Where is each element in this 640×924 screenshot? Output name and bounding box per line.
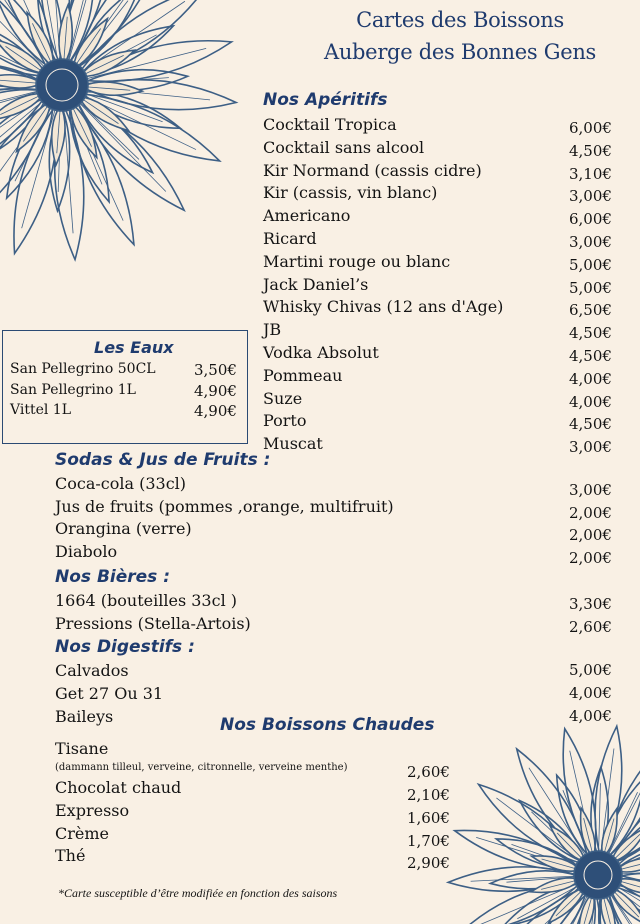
flower-decoration-bottom-right-icon: [420, 715, 640, 924]
aperitif-item-price: 3,10€: [569, 164, 612, 183]
chaude-item-price: 2,90€: [407, 854, 450, 873]
biere-item-name: Pressions (Stella-Artois): [55, 613, 251, 633]
eau-item-name: San Pellegrino 50CL: [10, 361, 156, 377]
bieres-heading: Nos Bières :: [55, 567, 171, 587]
chaude-item-name: Thé: [55, 846, 86, 866]
soda-item-name: Orangina (verre): [55, 519, 192, 538]
aperitif-item-name: Pommeau: [263, 365, 343, 385]
eau-item-price: 4,90€: [194, 381, 237, 400]
aperitif-item-price: 3,00€: [569, 187, 612, 206]
aperitifs-heading: Nos Apéritifs: [263, 90, 388, 110]
soda-item-price: 2,00€: [569, 526, 612, 544]
menu-title: Cartes des Boissons: [356, 8, 564, 32]
digestif-item-price: 5,00€: [569, 661, 612, 679]
aperitif-item-price: 5,00€: [569, 255, 612, 274]
aperitif-item-name: Ricard: [263, 229, 317, 248]
eaux-heading: Les Eaux: [94, 338, 174, 357]
aperitif-item-name: Jack Daniel’s: [263, 274, 369, 294]
digestif-item-name: Calvados: [55, 661, 129, 680]
eau-item-price: 3,50€: [194, 361, 237, 379]
digestif-item-name: Baileys: [55, 707, 114, 726]
aperitif-item-name: Kir Normand (cassis cidre): [263, 160, 482, 180]
aperitif-item-name: Whisky Chivas (12 ans d'Age): [263, 297, 504, 317]
biere-item-price: 2,60€: [569, 617, 612, 636]
eau-item-name: Vittel 1L: [10, 402, 72, 418]
soda-item-name: Coca-cola (33cl): [55, 474, 187, 493]
aperitif-item-name: Vodka Absolut: [263, 343, 379, 362]
chaude-item-name: Crème: [55, 823, 109, 843]
tisane-price: 2,60€: [407, 763, 450, 781]
tisane-name: Tisane: [55, 739, 109, 758]
aperitif-item-price: 6,50€: [569, 301, 612, 320]
aperitif-item-name: Muscat: [263, 434, 323, 454]
biere-item-name: 1664 (bouteilles 33cl ): [55, 591, 238, 610]
soda-item-price: 2,00€: [569, 548, 612, 567]
digestif-item-price: 4,00€: [569, 707, 612, 725]
aperitif-item-name: Porto: [263, 411, 307, 431]
aperitif-item-name: Suze: [263, 388, 303, 408]
chaudes-heading: Nos Boissons Chaudes: [220, 715, 435, 735]
digestifs-heading: Nos Digestifs :: [55, 637, 195, 657]
aperitif-item-name: JB: [263, 320, 282, 340]
aperitif-item-price: 5,00€: [569, 278, 612, 297]
digestif-item-name: Get 27 Ou 31: [55, 684, 164, 703]
aperitif-item-price: 3,00€: [569, 438, 612, 457]
soda-item-name: Jus de fruits (pommes ,orange, multifruit): [55, 496, 394, 516]
aperitif-item-price: 4,50€: [569, 347, 612, 365]
chaude-item-price: 2,10€: [407, 786, 450, 804]
aperitif-item-name: Kir (cassis, vin blanc): [263, 183, 438, 203]
aperitif-item-price: 4,00€: [569, 392, 612, 411]
aperitif-item-price: 4,00€: [569, 369, 612, 388]
restaurant-name: Auberge des Bonnes Gens: [323, 40, 597, 64]
aperitif-item-price: 4,50€: [569, 324, 612, 343]
aperitif-item-name: Cocktail sans alcool: [263, 137, 425, 157]
biere-item-price: 3,30€: [569, 595, 612, 613]
chaude-item-price: 1,60€: [407, 808, 450, 827]
flower-decoration-top-left-icon: [0, 0, 260, 340]
aperitif-item-price: 4,50€: [569, 141, 612, 160]
eau-item-name: San Pellegrino 1L: [10, 381, 136, 398]
seasonal-note: *Carte susceptible d’être modifiée en fonction des saisons: [58, 886, 338, 900]
soda-item-price: 3,00€: [569, 481, 612, 499]
soda-item-name: Diabolo: [55, 541, 118, 561]
chaude-item-name: Expresso: [55, 800, 130, 820]
aperitif-item-price: 4,50€: [569, 415, 612, 434]
aperitif-item-name: Cocktail Tropica: [263, 115, 397, 134]
digestif-item-price: 4,00€: [569, 684, 612, 702]
chaude-item-price: 1,70€: [407, 831, 450, 850]
aperitif-item-price: 3,00€: [569, 233, 612, 251]
aperitif-item-price: 6,00€: [569, 210, 612, 229]
tisane-detail: (dammann tilleul, verveine, citronnelle, verveine menthe): [55, 762, 348, 773]
aperitif-item-name: Martini rouge ou blanc: [263, 251, 451, 271]
sodas-heading: Sodas & Jus de Fruits :: [55, 450, 271, 470]
soda-item-price: 2,00€: [569, 503, 612, 522]
aperitif-item-name: Americano: [263, 206, 351, 226]
chaude-item-name: Chocolat chaud: [55, 778, 182, 797]
aperitif-item-price: 6,00€: [569, 119, 612, 137]
eau-item-price: 4,90€: [194, 402, 237, 420]
